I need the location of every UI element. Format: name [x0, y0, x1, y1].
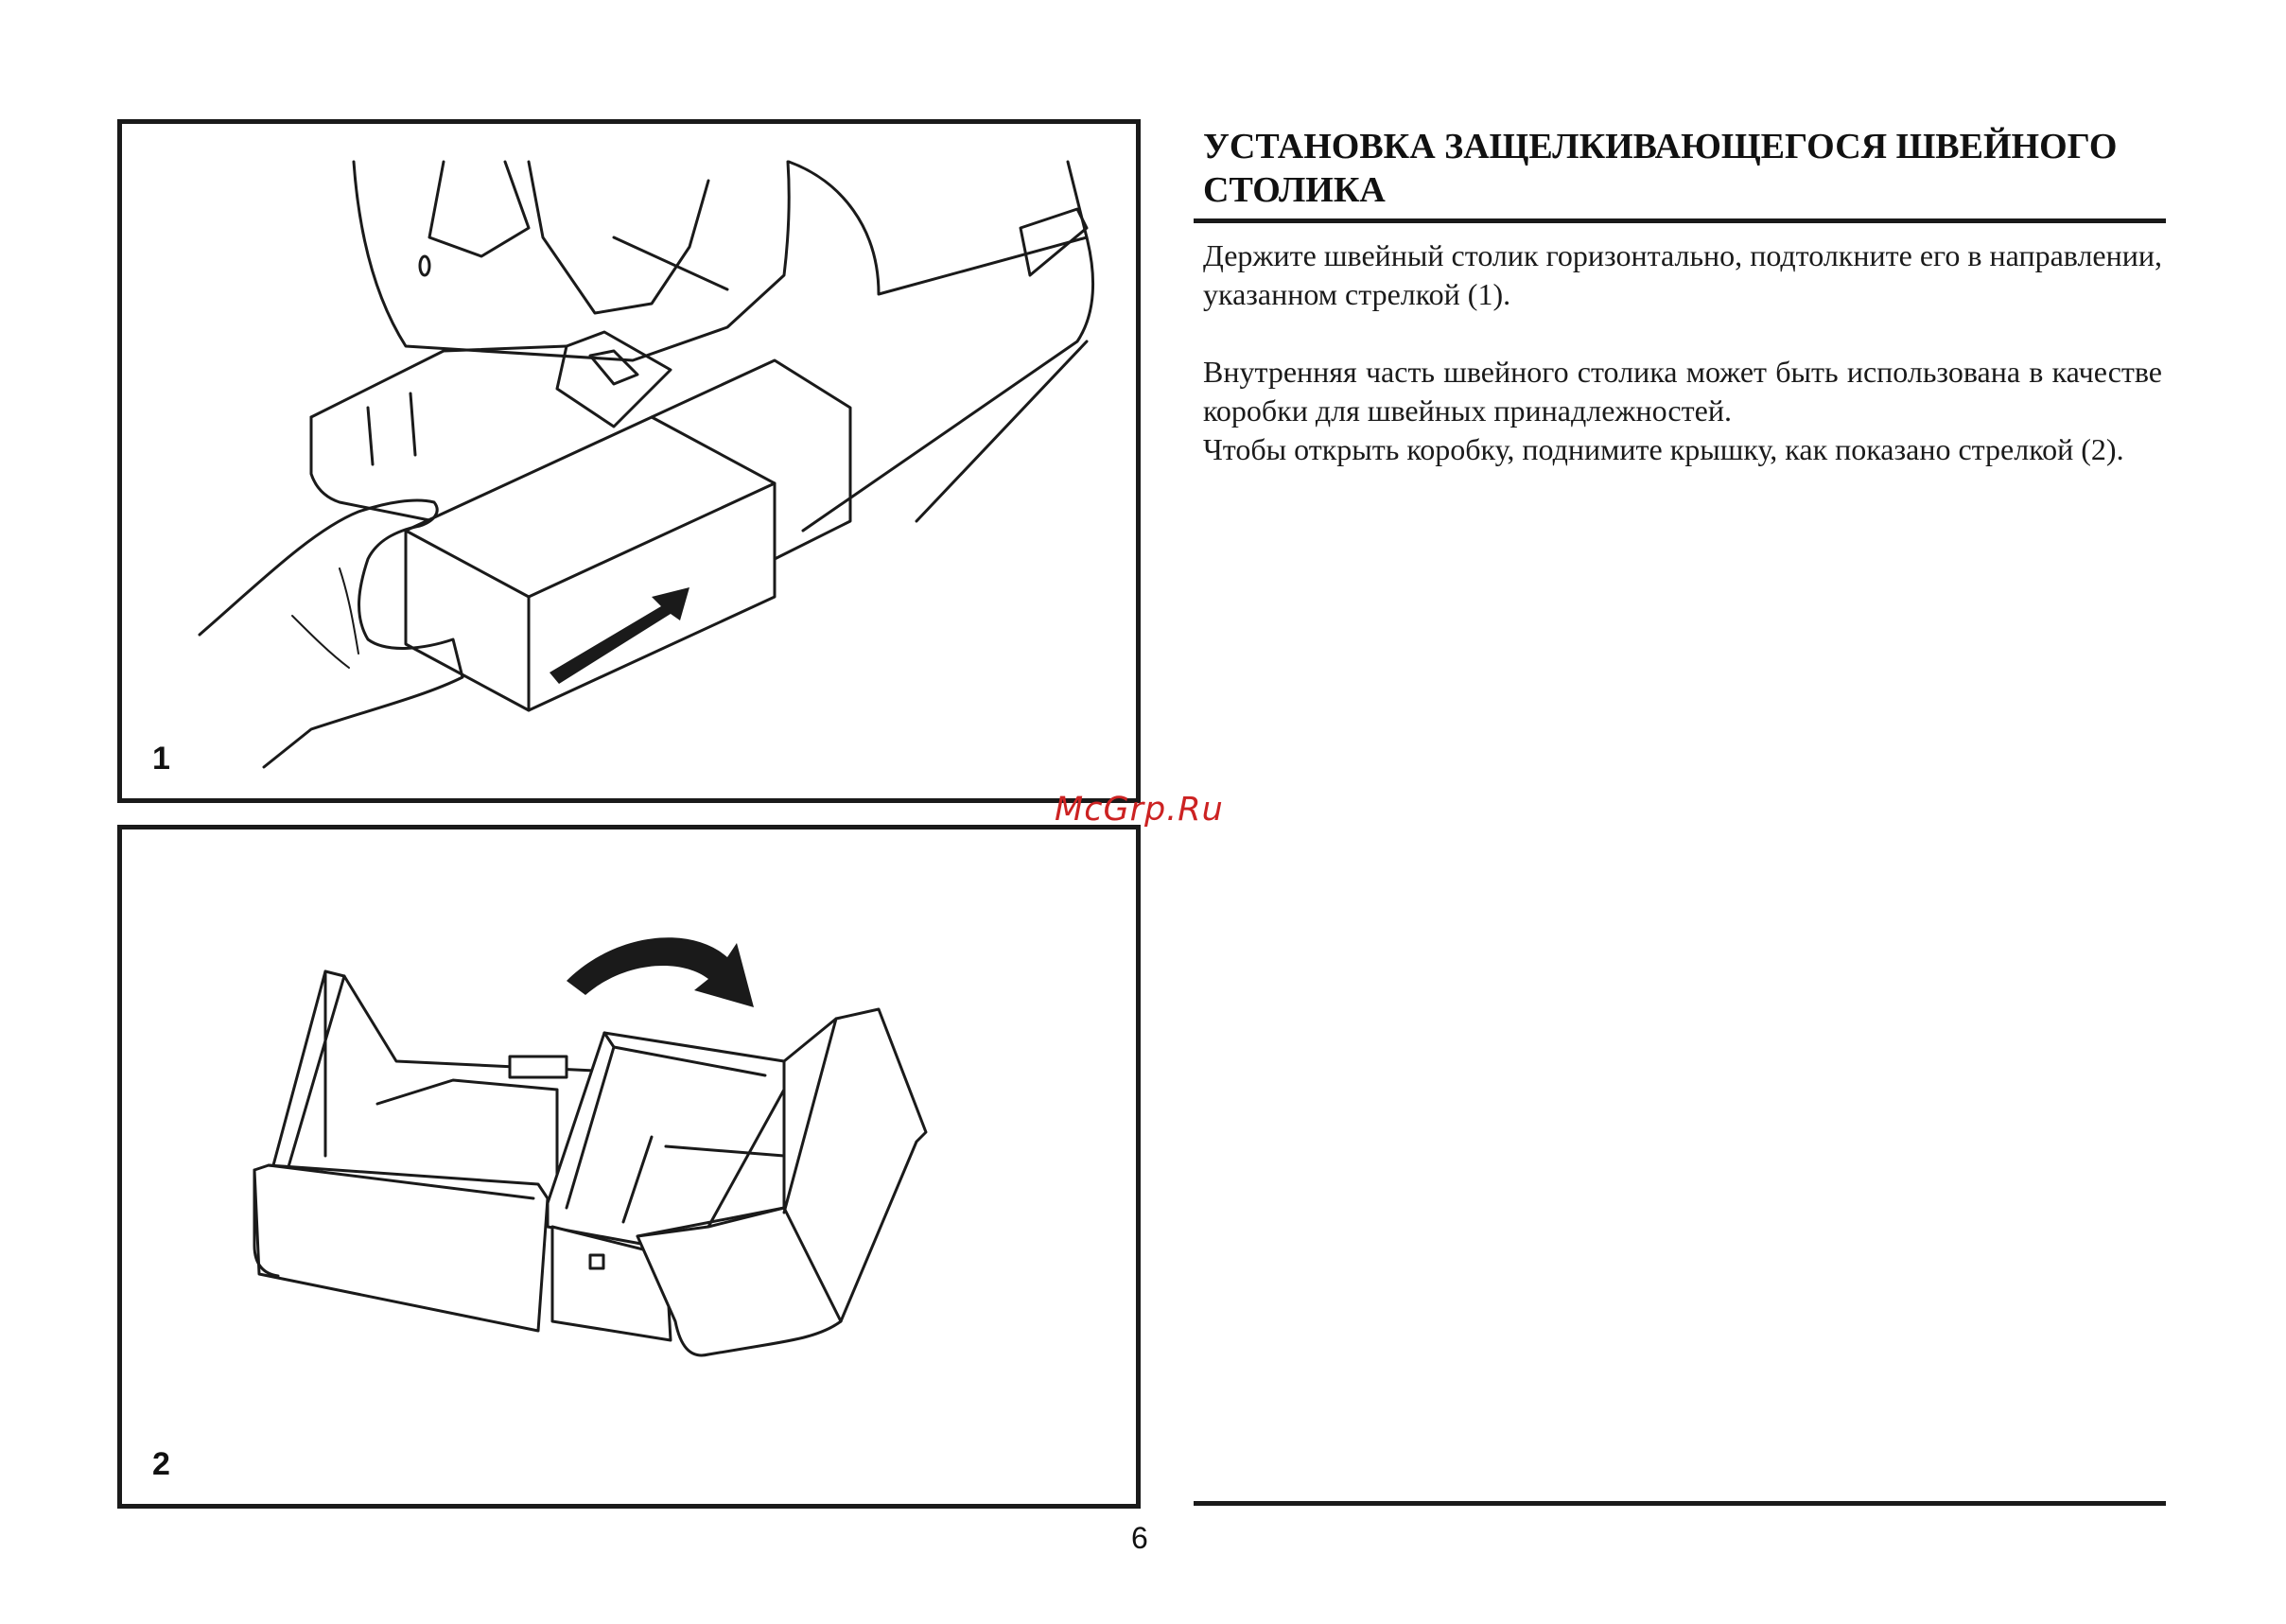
bottom-rule: [1194, 1501, 2166, 1506]
box-left-compartment: [254, 1165, 548, 1331]
instruction-paragraph-2: Внутренняя часть швейного столика может быть использована в качестве коробки для швейных принадлежностей.: [1203, 355, 2162, 428]
watermark: McGrp.Ru: [1055, 791, 1224, 829]
machine-front-panel: [429, 162, 529, 256]
instruction-paragraph-1: Держите швейный столик горизонтально, подтолкните его в направлении, указанном стрелкой (1).: [1203, 238, 2162, 311]
accessory-box-open-lid-illustration: [122, 829, 1136, 1504]
lid-rotation-arrow: [567, 937, 754, 1007]
instruction-paragraph-3: Чтобы открыть коробку, поднимите крышку, как показано стрелкой (2).: [1203, 432, 2124, 466]
table-left-end: [311, 417, 434, 521]
page-number: 6: [1131, 1521, 1148, 1555]
machine-head-outline: [354, 162, 789, 360]
figure-number-1: 1: [152, 741, 170, 777]
box-latch-tab: [510, 1056, 567, 1077]
title-rule: [1194, 218, 2166, 223]
table-left-inner-2: [410, 393, 415, 455]
needle-plate: [557, 332, 671, 427]
figure-1: [117, 119, 1141, 803]
section-title: УСТАНОВКА ЗАЩЕЛКИВАЮЩЕГОСЯ ШВЕЙНОГО СТОЛИКА: [1203, 127, 2118, 210]
table-left-inner: [368, 408, 373, 464]
machine-screw: [420, 256, 429, 275]
base-right-edge: [916, 341, 1087, 521]
figure-number-2: 2: [152, 1446, 170, 1482]
hand-crease-2: [292, 616, 349, 668]
table-top-back-edge: [311, 346, 567, 417]
hand-crease-1: [340, 568, 358, 654]
machine-arm: [529, 162, 708, 313]
stitch-dial: [1021, 209, 1087, 275]
sewing-machine-table-insert-illustration: [122, 124, 1136, 798]
box-left-back-wall: [273, 971, 344, 1170]
presser-foot: [590, 351, 637, 384]
figure-2: [117, 825, 1141, 1509]
machine-arm-line: [614, 237, 727, 289]
